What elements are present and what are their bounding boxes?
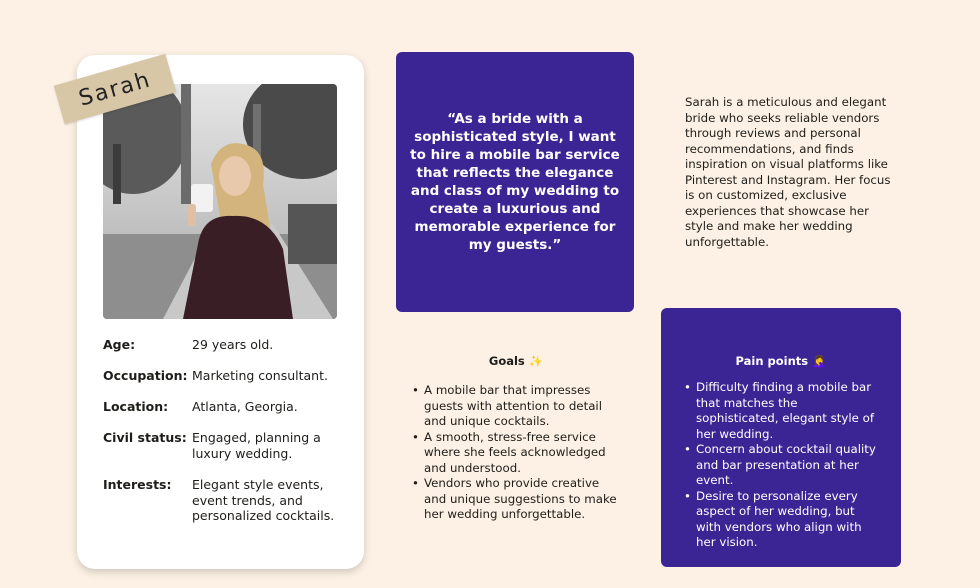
- persona-photo-image: [103, 84, 337, 319]
- detail-value: Marketing consultant.: [192, 368, 328, 383]
- pain-point-item: • Concern about cocktail quality and bar presentation at her event.: [679, 442, 879, 489]
- detail-value: Elegant style events, event trends, and personalized cocktails.: [192, 477, 335, 523]
- persona-photo: [103, 84, 337, 319]
- detail-value: Atlanta, Georgia.: [192, 399, 298, 414]
- persona-card: [77, 55, 364, 569]
- persona-name: Sarah: [76, 66, 154, 112]
- detail-label: Interests:: [103, 477, 172, 492]
- pain-point-item: • Desire to personalize every aspect of her wedding, but with vendors who align with her vision.: [679, 489, 879, 551]
- quote-text: “As a bride with a sophisticated style, I want to hire a mobile bar service that reflects the elegance and class of my wedding to create a luxurious and memorable experience for my guests.”: [410, 111, 620, 253]
- persona-description: Sarah is a meticulous and elegant bride who seeks reliable vendors through reviews and personal recommendations, and finds inspiration on visual platforms like Pinterest and Instagram. Her focus is on customized, exclusive experiences that showcase her style and make her wedding unforgettable.: [685, 95, 891, 249]
- pain-points-list: [679, 380, 879, 551]
- detail-label: Location:: [103, 399, 169, 414]
- goal-item: • Vendors who provide creative and unique suggestions to make her wedding unforgettable.: [407, 476, 625, 523]
- goals-section: [407, 354, 625, 523]
- goals-list: [407, 383, 625, 523]
- quote-box: [396, 52, 634, 312]
- detail-label: Occupation:: [103, 368, 188, 383]
- pain-points-box: [661, 308, 901, 567]
- goals-title: Goals ✨: [488, 354, 544, 368]
- detail-label: Age:: [103, 337, 136, 352]
- detail-label: Civil status:: [103, 430, 187, 445]
- detail-value: Engaged, planning a luxury wedding.: [192, 430, 321, 461]
- pain-point-item: • Difficulty finding a mobile bar that matches the sophisticated, elegant style of her wedding.: [679, 380, 879, 442]
- goal-item: • A smooth, stress-free service where she feels acknowledged and understood.: [407, 430, 625, 477]
- goal-item: • A mobile bar that impresses guests with attention to detail and unique cocktails.: [407, 383, 625, 430]
- pain-points-title: Pain points 🤦‍♀️: [735, 354, 827, 368]
- detail-value: 29 years old.: [192, 337, 274, 352]
